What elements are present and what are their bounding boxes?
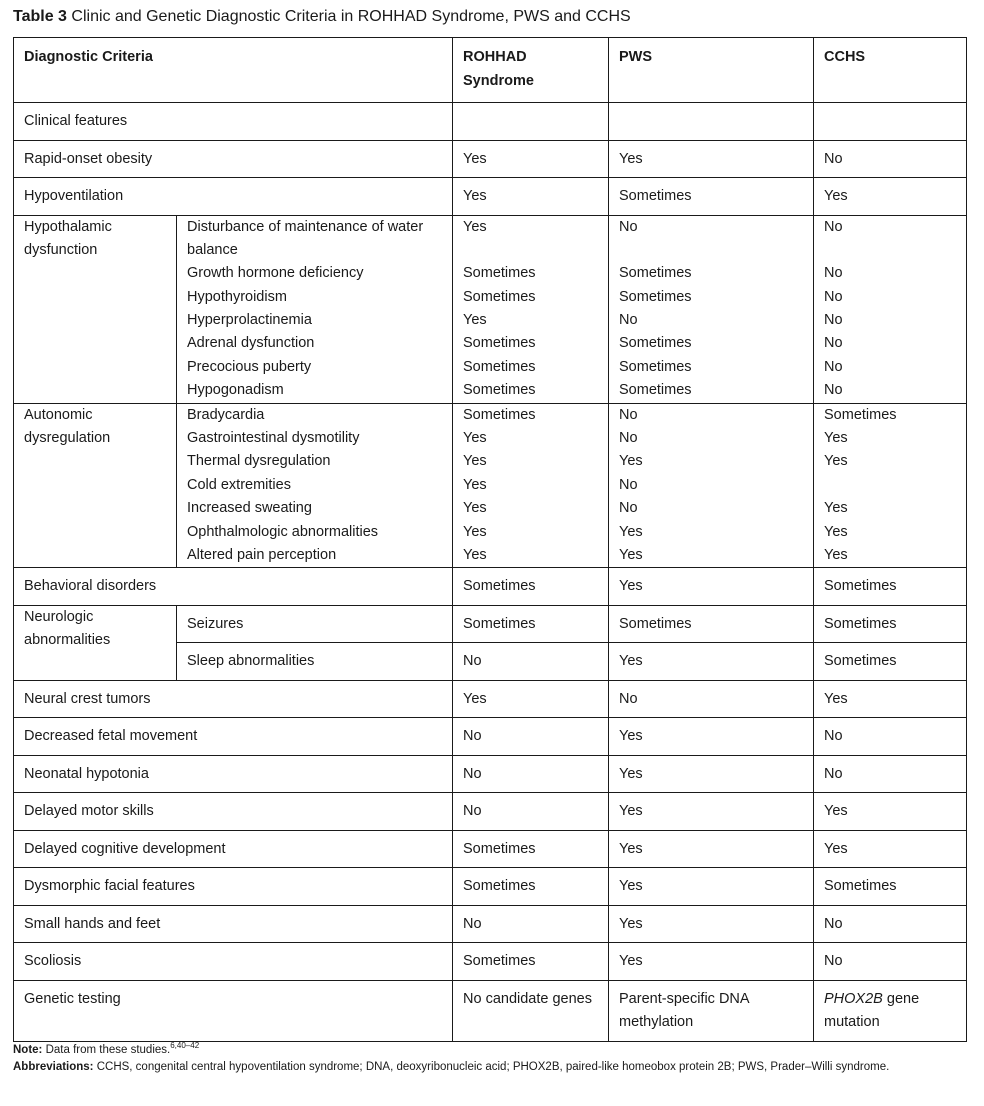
pws-value: Yes [609,868,814,906]
criteria-label: Genetic testing [14,980,453,1041]
pws-value: Yes [609,943,814,981]
pws-value: Sometimes [619,382,692,399]
abbreviations-line [13,1059,968,1076]
rohhad-value: Yes [463,500,487,517]
rohhad-value: Sometimes [453,830,609,868]
cchs-value: Yes [824,547,848,563]
criteria-label: Behavioral disorders [14,568,453,606]
criteria-label: Delayed cognitive development [14,830,453,868]
table-row [14,905,967,943]
table-row [14,755,967,793]
table-row [14,178,967,216]
criteria-label: Hypoventilation [14,178,453,216]
cchs-value: Yes [814,178,967,216]
diagnostic-criteria-table [13,37,967,1042]
rohhad-value: No [453,905,609,943]
sub-criteria-label: Adrenal dysfunction [187,335,315,352]
pws-value: Sometimes [619,358,692,375]
note-text: Data from these studies. [42,1044,171,1056]
rohhad-value: Yes [453,680,609,718]
sub-criteria-label: Precocious puberty [187,358,312,375]
pws-value: Yes [609,830,814,868]
rohhad-value: Sometimes [463,288,536,305]
rohhad-value: Sometimes [463,382,536,399]
table-caption [13,8,631,26]
note-refs: 6,40–42 [170,1041,200,1051]
rohhad-value: Yes [463,453,487,470]
abbreviations-label: Abbreviations: [13,1061,94,1073]
rohhad-value: Yes [463,523,487,540]
criteria-label: Delayed motor skills [14,793,453,831]
pws-value: No [619,218,638,235]
table-row [14,680,967,718]
cchs-value [814,980,967,1041]
sub-criteria-label-column [177,215,453,403]
rohhad-value: Yes [463,312,487,329]
cchs-value [824,474,956,497]
pws-value: Sometimes [609,605,814,643]
gene-suffix: gene mutation [824,990,920,1031]
pws-value-column [609,215,814,403]
rohhad-value: Sometimes [463,358,536,375]
empty-cell [814,103,967,141]
group-label: Neurologic abnormalities [14,605,177,680]
sub-criteria-label: Bradycardia [187,406,265,423]
rohhad-value: Yes [463,218,487,235]
cchs-value: No [814,140,967,178]
table-row [14,718,967,756]
sub-criteria-label: Growth hormone deficiency [187,265,364,282]
sub-criteria-label: Altered pain perception [187,547,337,563]
rohhad-value: Sometimes [463,406,536,423]
table-row [14,868,967,906]
rohhad-value: No [453,718,609,756]
hypothalamic-group-row [14,215,967,403]
criteria-label: Decreased fetal movement [14,718,453,756]
empty-cell [453,103,609,141]
criteria-label: Rapid-onset obesity [14,140,453,178]
cchs-value: No [814,755,967,793]
cchs-value: Sometimes [814,605,967,643]
rohhad-value: Sometimes [453,568,609,606]
cchs-value: No [814,718,967,756]
header-rohhad: ROHHAD Syndrome [453,38,609,103]
cchs-value-column [814,215,967,403]
cchs-value: Sometimes [814,643,967,681]
pws-value: Yes [619,547,643,563]
rohhad-value: Yes [463,476,487,493]
rohhad-value: Yes [453,140,609,178]
criteria-label: Neural crest tumors [14,680,453,718]
cchs-value-column [814,403,967,568]
cchs-value: No [824,288,843,305]
rohhad-value: No [453,643,609,681]
autonomic-group-row [14,403,967,568]
pws-value-column [609,403,814,568]
cchs-value: No [814,943,967,981]
table-row [14,943,967,981]
criteria-label: Neonatal hypotonia [14,755,453,793]
cchs-value: No [824,382,843,399]
rohhad-value: Yes [463,547,487,563]
rohhad-value: No candidate genes [453,980,609,1041]
header-row [14,38,967,103]
cchs-value: Yes [814,830,967,868]
table-title: Clinic and Genetic Diagnostic Criteria in ROHHAD Syndrome, PWS and CCHS [71,8,631,25]
sub-criteria-label: Cold extremities [187,476,291,493]
pws-value: Yes [609,905,814,943]
rohhad-value: Sometimes [463,335,536,352]
cchs-value: Yes [814,793,967,831]
sub-criteria-label: Seizures [177,605,453,643]
header-pws: PWS [609,38,814,103]
sub-criteria-label: Hypothyroidism [187,288,287,305]
pws-value: Yes [609,568,814,606]
table-label: Table 3 [13,8,67,25]
group-label: Hypothalamic dysfunction [14,215,177,403]
note-line [13,1042,968,1059]
section-row [14,103,967,141]
table-row [14,568,967,606]
cchs-value: Yes [824,523,848,540]
pws-value: No [619,312,638,329]
sub-criteria-label: Gastrointestinal dysmotility [187,430,360,447]
pws-value: Sometimes [619,265,692,282]
table-row [14,793,967,831]
rohhad-value: No [453,793,609,831]
rohhad-value-column [453,215,609,403]
group-label: Autonomic dysregulation [14,403,177,568]
abbreviations-text: CCHS, congenital central hypoventilation syndrome; DNA, deoxyribonucleic acid; PHOX2B, paired-like homeobox protein 2B; PWS, Prader–Willi syndrome. [93,1061,890,1073]
sub-criteria-label-column [177,403,453,568]
cchs-value: Sometimes [814,568,967,606]
rohhad-value: Yes [453,178,609,216]
gene-name: PHOX2B [824,990,883,1007]
section-label: Clinical features [14,103,453,141]
pws-value: Parent-specific DNA methylation [609,980,814,1041]
rohhad-value: Sometimes [463,265,536,282]
sub-criteria-label: Hyperprolactinemia [187,312,312,329]
pws-value: Sometimes [619,335,692,352]
table-body [14,38,967,1042]
table-row [14,830,967,868]
pws-value: Yes [619,453,643,470]
rohhad-value: No [453,755,609,793]
cchs-value: No [824,312,843,329]
genetic-testing-row [14,980,967,1041]
cchs-value: No [824,265,843,282]
note-label: Note: [13,1044,43,1056]
pws-value: Yes [609,755,814,793]
pws-value: Yes [609,643,814,681]
sub-criteria-label: Disturbance of maintenance of water balance [187,218,424,258]
cchs-value: Yes [824,500,848,517]
pws-value: No [619,406,638,423]
cchs-value: No [824,335,843,352]
criteria-label: Dysmorphic facial features [14,868,453,906]
cchs-value: Sometimes [824,406,897,423]
pws-value: Yes [609,718,814,756]
pws-value: No [619,500,638,517]
table-notes [13,1042,968,1076]
rohhad-value: Yes [463,430,487,447]
sub-criteria-label: Increased sweating [187,500,312,517]
pws-value: No [609,680,814,718]
neurologic-row [14,605,967,643]
cchs-value: No [824,218,843,235]
pws-value: Yes [609,793,814,831]
header-criteria: Diagnostic Criteria [14,38,453,103]
cchs-value: Yes [824,453,848,470]
criteria-label: Small hands and feet [14,905,453,943]
pws-value: Sometimes [619,288,692,305]
pws-value: Yes [619,523,643,540]
pws-value: No [619,476,638,493]
header-cchs: CCHS [814,38,967,103]
rohhad-value: Sometimes [453,868,609,906]
pws-value: Yes [609,140,814,178]
cchs-value: No [814,905,967,943]
pws-value: No [619,430,638,447]
table-row [14,140,967,178]
rohhad-value-column [453,403,609,568]
pws-value: Sometimes [609,178,814,216]
sub-criteria-label: Ophthalmologic abnormalities [187,523,379,540]
cchs-value: Yes [824,430,848,447]
rohhad-value: Sometimes [453,943,609,981]
empty-cell [609,103,814,141]
sub-criteria-label: Sleep abnormalities [177,643,453,681]
criteria-label: Scoliosis [14,943,453,981]
rohhad-value: Sometimes [453,605,609,643]
cchs-value: No [824,358,843,375]
sub-criteria-label: Thermal dysregulation [187,453,331,470]
cchs-value: Sometimes [814,868,967,906]
sub-criteria-label: Hypogonadism [187,382,284,399]
cchs-value: Yes [814,680,967,718]
